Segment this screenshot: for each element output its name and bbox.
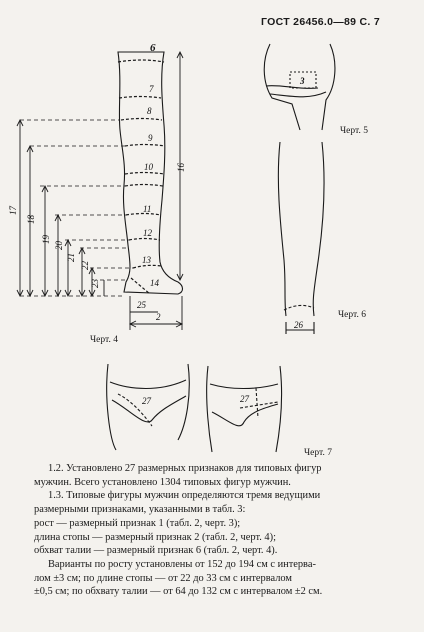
label-26: 26 (294, 320, 303, 330)
label-2: 2 (156, 312, 161, 322)
waist-outline-fig7-front (107, 364, 190, 450)
para-3-line-a: Варианты по росту установлены от 152 до 194 см с интерва- (48, 558, 316, 570)
label-8: 8 (147, 106, 152, 116)
para-3-line-c: ±0,5 см; по обхвату талии — от 64 до 132 см с интервалом ±2 см. (34, 586, 323, 598)
list-item-foot-length: длина стопы — размерный признак 2 (табл. 2, черт. 4); (34, 531, 276, 543)
label-14: 14 (150, 278, 159, 288)
ankle-outline-fig6 (278, 142, 324, 334)
label-16: 16 (176, 163, 186, 172)
label-7: 7 (149, 84, 154, 94)
label-11: 11 (143, 204, 152, 214)
para-2-line-b: размерными признаками, указанными в табл. 3: (34, 504, 246, 516)
para-1-line-b: мужчин. Всего установлено 1304 типовых фигур мужчин. (34, 476, 291, 488)
para-1-line-a: 1.2. Установлено 27 размерных признаков для типовых фигур (48, 463, 322, 474)
label-12: 12 (143, 228, 152, 238)
label-23: 23 (90, 279, 100, 288)
leg-dimension-arrows (17, 52, 183, 330)
list-item-waist: обхват талии — размерный признак 6 (табл. 2, черт. 4). (34, 545, 278, 557)
waist-outline-fig7-back (207, 366, 282, 452)
label-22: 22 (80, 261, 90, 270)
label-19: 19 (41, 235, 51, 244)
label-21: 21 (66, 253, 76, 262)
caption-fig5: Черт. 5 (340, 126, 368, 136)
label-13: 13 (142, 255, 151, 265)
label-6: 6 (150, 42, 156, 54)
caption-fig6: Черт. 6 (338, 310, 366, 320)
para-2-line-a: 1.3. Типовые фигуры мужчин определяются тремя ведущими (48, 490, 321, 502)
label-27-front: 27 (142, 396, 151, 406)
label-9: 9 (148, 133, 153, 143)
label-27-back: 27 (240, 394, 249, 404)
page-header: ГОСТ 26456.0—89 С. 7 (261, 16, 380, 28)
caption-fig7: Черт. 7 (304, 448, 332, 458)
label-25: 25 (137, 300, 146, 310)
body-text (34, 462, 394, 599)
thigh-outline-fig5 (264, 44, 335, 130)
label-3: 3 (300, 76, 305, 86)
leg-reference-lines (20, 120, 133, 296)
label-20: 20 (54, 241, 64, 250)
label-18: 18 (26, 215, 36, 224)
para-3-line-b: лом ±3 см; по длине стопы — от 22 до 33 см с интервалом (34, 572, 292, 584)
label-10: 10 (144, 162, 153, 172)
caption-fig4: Черт. 4 (90, 335, 118, 345)
label-17: 17 (8, 206, 18, 215)
list-item-height: рост — размерный признак 1 (табл. 2, черт. 3); (34, 517, 241, 529)
